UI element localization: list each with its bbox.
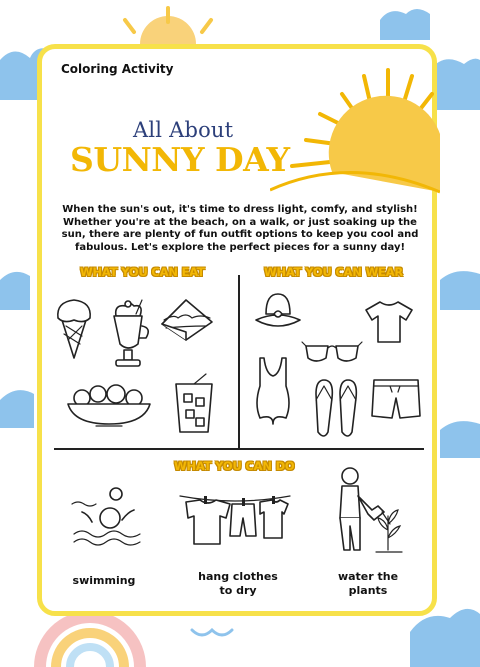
activity-label-swimming: swimming bbox=[72, 574, 136, 587]
flip-flops-icon bbox=[312, 378, 362, 440]
title-line-2: SUNNY DAY bbox=[70, 140, 290, 179]
heading-what-you-can-do: WHAT YOU CAN DO bbox=[174, 459, 295, 473]
activity-label-water-plants: water the plants bbox=[337, 570, 399, 597]
sunglasses-icon bbox=[302, 338, 362, 366]
top-sun-decoration bbox=[125, 8, 211, 44]
bird-decoration bbox=[192, 630, 232, 635]
vertical-divider bbox=[238, 275, 240, 449]
milkshake-icon bbox=[106, 300, 154, 372]
swimsuit-icon bbox=[252, 356, 294, 426]
swimmer-icon bbox=[70, 484, 146, 550]
clothesline-icon bbox=[180, 488, 290, 548]
ice-cream-icon bbox=[54, 296, 94, 362]
heading-what-you-can-eat: WHAT YOU CAN EAT bbox=[80, 265, 205, 279]
intro-paragraph: When the sun's out, it's time to dress light, comfy, and stylish! Whether you're at the beach, on a walk, or just soaking up the sun, there are plenty of fun outfit options to keep you cool and fabulous. Let's explore the perfect pieces for a sunny day! bbox=[61, 204, 419, 253]
title-line-1: All About bbox=[133, 118, 234, 142]
iced-drink-icon bbox=[172, 374, 216, 436]
fruit-bowl-icon bbox=[66, 384, 152, 428]
sandwich-icon bbox=[156, 296, 216, 344]
rainbow-decoration bbox=[40, 617, 140, 667]
gardener-icon bbox=[332, 466, 402, 554]
sun-hat-icon bbox=[254, 290, 302, 334]
t-shirt-icon bbox=[364, 300, 414, 344]
activity-label-hang-clothes: hang clothes to dry bbox=[198, 570, 278, 597]
sun-icon bbox=[270, 62, 440, 202]
activity-label: Coloring Activity bbox=[61, 62, 174, 76]
heading-what-you-can-wear: WHAT YOU CAN WEAR bbox=[264, 265, 404, 279]
horizontal-divider bbox=[54, 448, 424, 450]
shorts-icon bbox=[370, 376, 422, 422]
